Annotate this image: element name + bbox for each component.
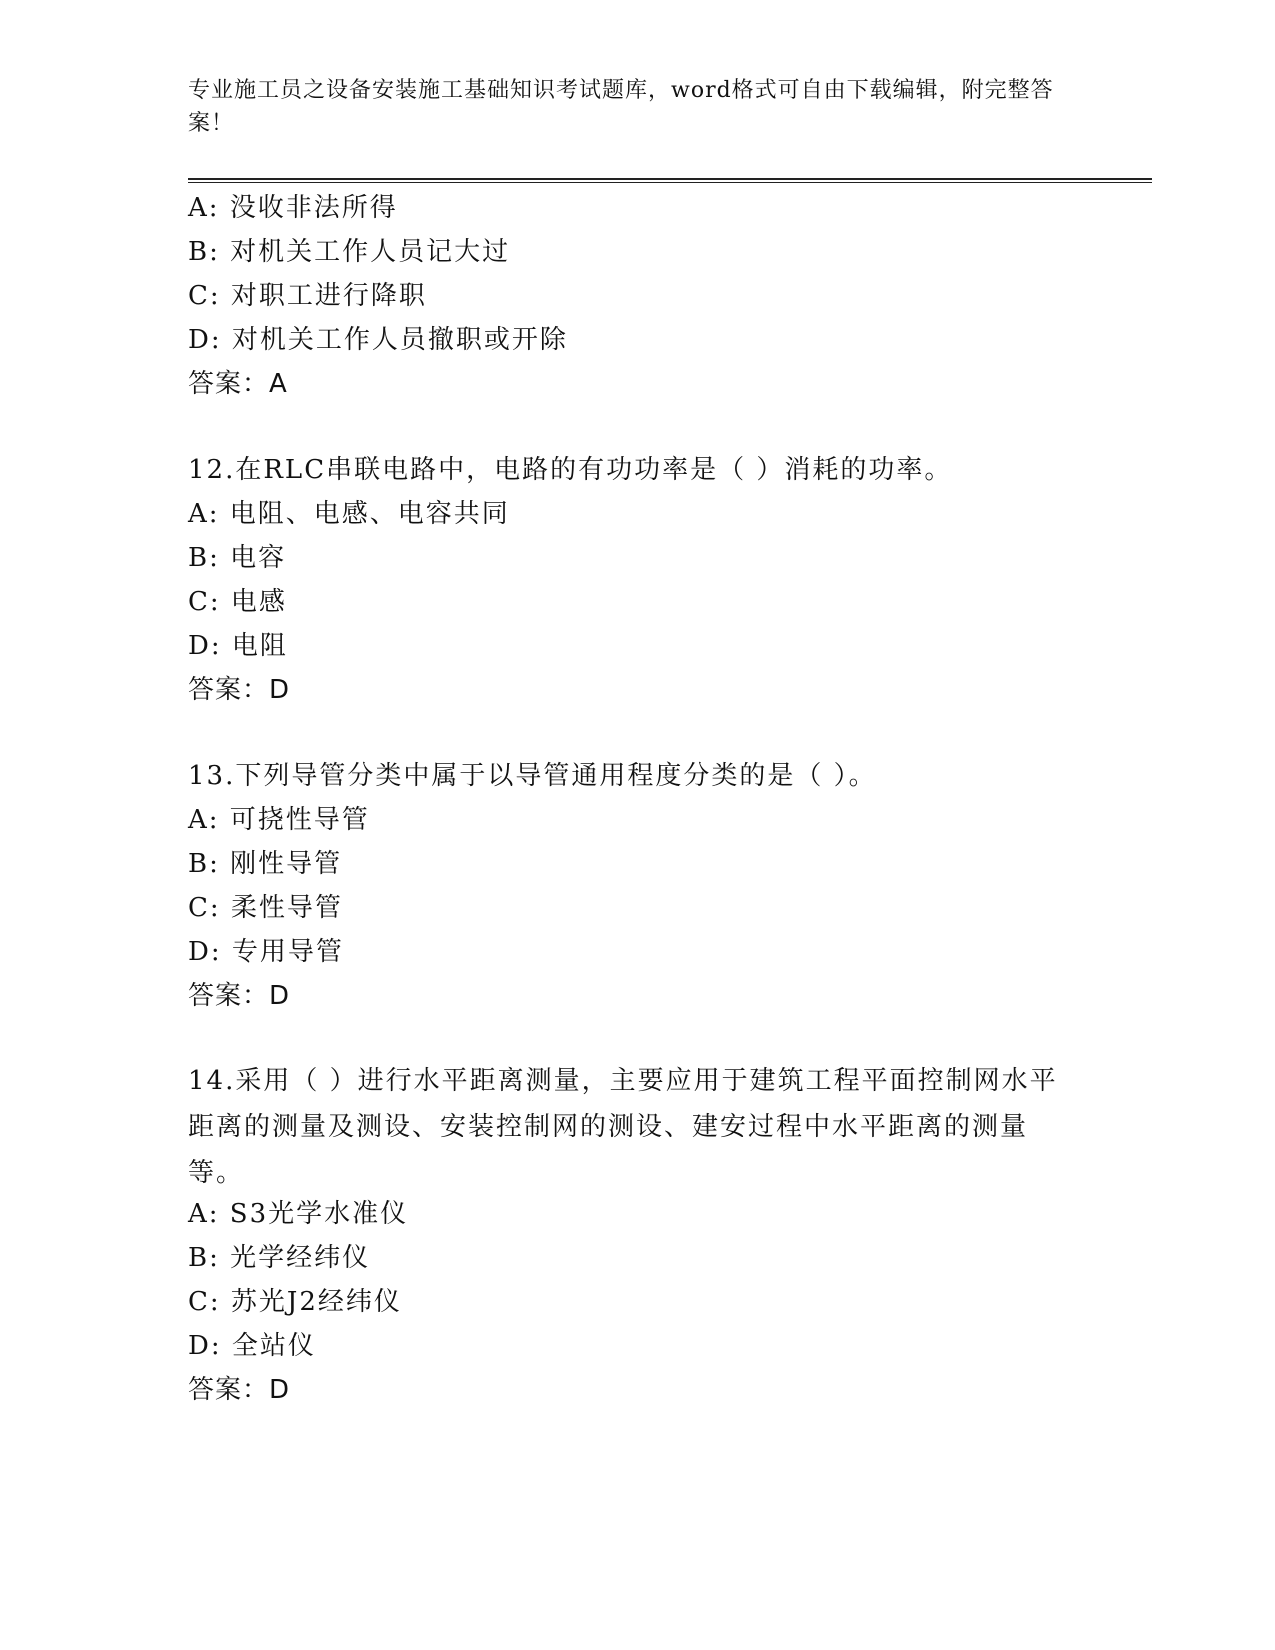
q12-option-b: B: 电容 xyxy=(188,543,287,573)
q12-option-a: A: 电阻、电感、电容共同 xyxy=(188,499,510,529)
q14-option-b: B: 光学经纬仪 xyxy=(188,1243,371,1273)
q13-option-c: C: 柔性导管 xyxy=(188,893,343,923)
q12-option-c: C: 电感 xyxy=(188,587,287,617)
q14-option-c: C: 苏光J2经纬仪 xyxy=(188,1287,402,1317)
q14-option-a: A: S3光学水准仪 xyxy=(188,1199,409,1229)
q13-option-b: B: 刚性导管 xyxy=(188,849,343,879)
q12-option-d: D: 电阻 xyxy=(188,631,288,661)
q14-option-d: D: 全站仪 xyxy=(188,1331,316,1361)
q11-option-a: A: 没收非法所得 xyxy=(188,193,398,223)
q14-question: 14.采用（ ）进行水平距离测量，主要应用于建筑工程平面控制网水平距离的测量及测设、安装控制网的测设、建安过程中水平距离的测量等。 xyxy=(188,1066,1058,1188)
q11-option-d: D: 对机关工作人员撤职或开除 xyxy=(188,325,568,355)
q11-answer: 答案：A xyxy=(188,369,288,399)
document-header: 专业施工员之设备安装施工基础知识考试题库，word格式可自由下载编辑，附完整答案！ xyxy=(188,78,1054,136)
q13-question: 13.下列导管分类中属于以导管通用程度分类的是（ ）。 xyxy=(188,761,877,791)
q13-option-a: A: 可挠性导管 xyxy=(188,805,370,835)
q11-option-c: C: 对职工进行降职 xyxy=(188,281,427,311)
q11-option-b: B: 对机关工作人员记大过 xyxy=(188,237,511,267)
q13-answer: 答案：D xyxy=(188,981,291,1011)
q14-answer: 答案：D xyxy=(188,1375,291,1405)
q12-question: 12.在RLC串联电路中，电路的有功功率是（ ）消耗的功率。 xyxy=(188,455,953,485)
q13-option-d: D: 专用导管 xyxy=(188,937,344,967)
header-divider xyxy=(188,178,1152,183)
q12-answer: 答案：D xyxy=(188,675,291,705)
